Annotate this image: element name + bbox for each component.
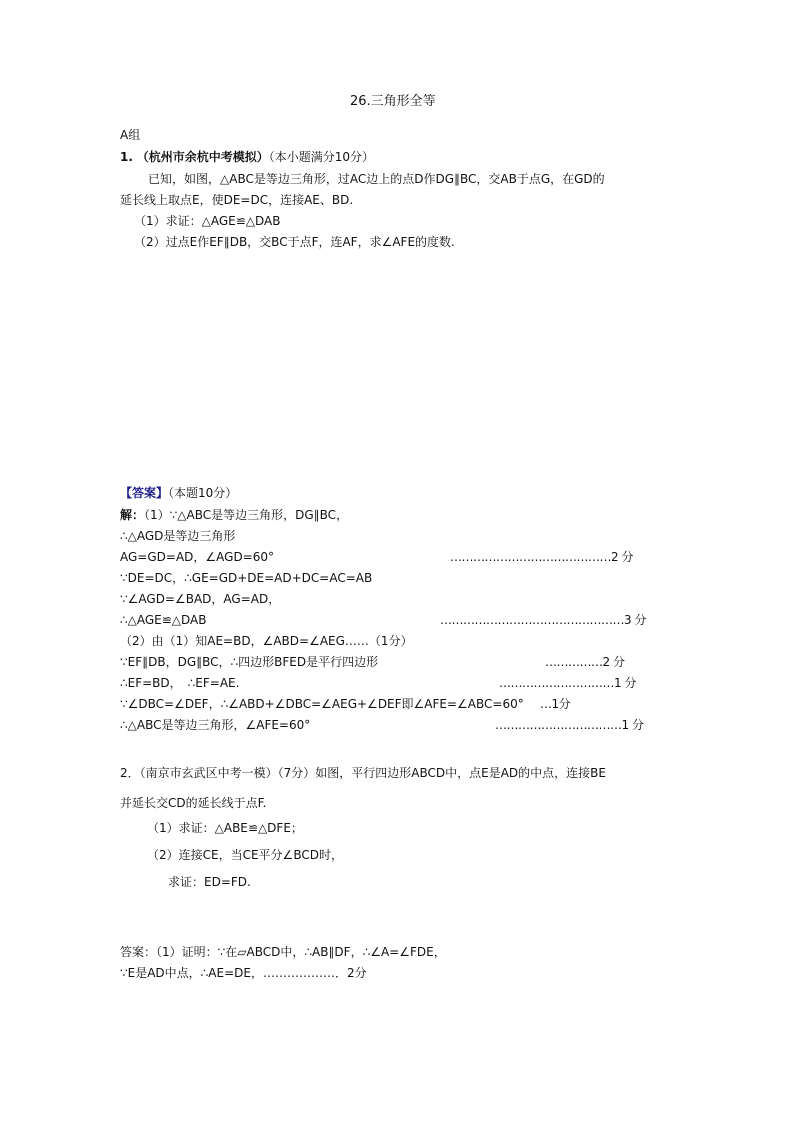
answer-line3-score: ……………………………………2 分 xyxy=(450,550,633,564)
q2-answer-line2: ∵E是AD中点，∴AE=DE，………………．2分 xyxy=(120,966,367,980)
answer-line11: ∴△ABC是等边三角形，∠AFE=60° xyxy=(120,718,311,732)
q2-answer-line1: 答案：（1）证明：∵在▱ABCD中，∴AB∥DF，∴∠A=∠FDE， xyxy=(120,945,446,959)
answer-line5: ∵∠AGD=∠BAD，AG=AD， xyxy=(120,592,281,606)
answer-line9: ∴EF=BD， ∴EF=AE. xyxy=(120,676,240,690)
q2-part2: （2）连接CE，当CE平分∠BCD时， xyxy=(147,848,343,862)
q1-number: 1. xyxy=(120,150,133,164)
answer-jie: 解： xyxy=(120,508,145,522)
answer-tag: 【答案】 xyxy=(120,486,169,500)
group-label: A组 xyxy=(120,128,141,142)
answer-line6-score: …………………………………………3 分 xyxy=(440,613,646,627)
q2-part2b: 求证：ED=FD. xyxy=(168,875,251,889)
q1-part1: （1）求证：△AGE≌△DAB xyxy=(134,214,281,228)
q1-score: （本小题满分10分） xyxy=(268,150,375,164)
answer-line9-score: …………………………1 分 xyxy=(499,676,636,690)
q2-part1: （1）求证：△ABE≌△DFE； xyxy=(147,821,303,835)
q1-header xyxy=(120,149,374,165)
q1-stem-line2: 延长线上取点E，使DE=DC，连接AE、BD. xyxy=(120,193,354,207)
answer-line6: ∴△AGE≌△DAB xyxy=(120,613,207,627)
q1-source: （杭州市余杭中考模拟） xyxy=(136,150,269,164)
answer-line1 xyxy=(120,507,348,523)
answer-tag-note: （本题10分） xyxy=(168,486,238,500)
q1-stem-line1: 已知，如图，△ABC是等边三角形，过AC边上的点D作DG∥BC，交AB于点G，在GD的 xyxy=(148,172,605,186)
answer-line11-score: ……………………………1 分 xyxy=(495,718,644,732)
answer-line10: ∵∠DBC=∠DEF，∴∠ABD+∠DBC=∠AEG+∠DEF即∠AFE=∠ABC=60° xyxy=(120,697,524,711)
answer-line7: （2）由（1）知AE=BD，∠ABD=∠AEG……（1分） xyxy=(120,634,413,648)
answer-line10-score: …1分 xyxy=(540,697,571,711)
page-title: 26.三角形全等 xyxy=(350,94,436,109)
answer-line3: AG=GD=AD，∠AGD=60° xyxy=(120,550,275,564)
q2-stem-line1: 2．（南京市玄武区中考一模）（7分）如图，平行四边形ABCD中，点E是AD的中点，连接BE xyxy=(120,766,606,780)
answer-line2: ∴△AGD是等边三角形 xyxy=(120,529,236,543)
answer-line8-score: ……………2 分 xyxy=(545,655,625,669)
q2-stem-line2: 并延长交CD的延长线于点F. xyxy=(120,796,267,810)
answer-header xyxy=(120,485,237,501)
answer-line4: ∵DE=DC，∴GE=GD+DE=AD+DC=AC=AB xyxy=(120,571,373,585)
answer-line1-text: （1）∵△ABC是等边三角形，DG∥BC， xyxy=(144,508,349,522)
answer-line8: ∵EF∥DB，DG∥BC，∴四边形BFED是平行四边形 xyxy=(120,655,379,669)
q1-part2: （2）过点E作EF∥DB，交BC于点F，连AF，求∠AFE的度数. xyxy=(134,235,455,249)
